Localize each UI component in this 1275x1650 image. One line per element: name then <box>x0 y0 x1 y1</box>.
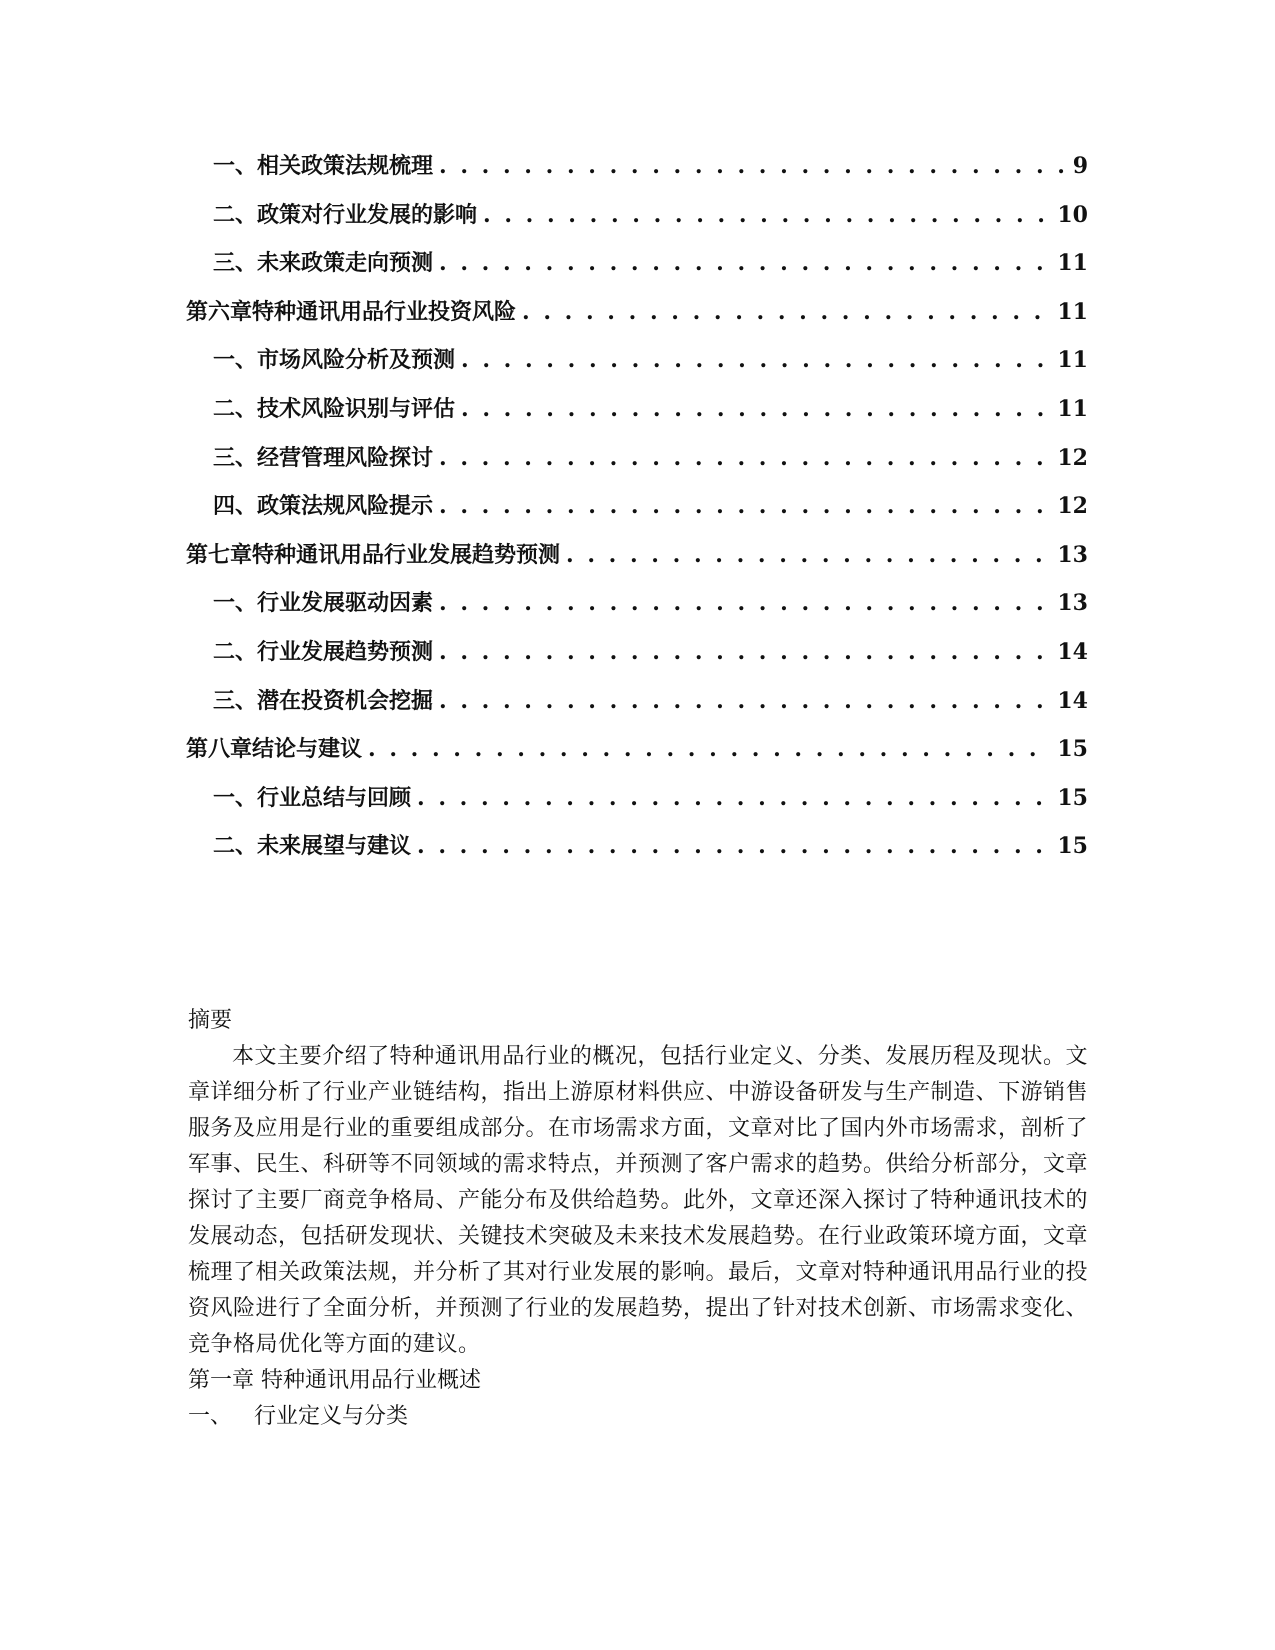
toc-entry-page-number: 15 <box>1057 833 1088 860</box>
toc-entry[interactable] <box>186 239 1088 288</box>
toc-dot-leader <box>461 336 1051 385</box>
toc-dot-leader <box>461 385 1051 434</box>
toc-entry[interactable] <box>186 579 1088 628</box>
toc-dot-leader <box>417 822 1051 871</box>
toc-entry-number: 一、 <box>213 153 258 179</box>
toc-entry-page-number: 13 <box>1057 590 1088 617</box>
toc-entry[interactable] <box>186 191 1088 240</box>
toc-entry[interactable] <box>186 288 1088 337</box>
chapter-number: 第一章 <box>188 1368 255 1393</box>
toc-entry-number: 三、 <box>213 687 258 714</box>
section-title: 行业定义与分类 <box>254 1404 409 1429</box>
toc-entry-page-number: 10 <box>1057 201 1088 228</box>
section-number: 一、 <box>188 1404 233 1429</box>
toc-entry-page-number: 12 <box>1057 493 1088 520</box>
toc-entry-title: 政策对行业发展的影响 <box>257 201 478 228</box>
toc-entry[interactable] <box>186 531 1088 580</box>
toc-entry-title: 政策法规风险提示 <box>257 493 434 520</box>
toc-dot-leader <box>439 239 1051 288</box>
section-heading <box>188 1399 1088 1435</box>
toc-entry-number: 三、 <box>213 250 258 277</box>
toc-entry-title: 特种通讯用品行业发展趋势预测 <box>252 541 561 568</box>
toc-entry-title: 行业发展趋势预测 <box>257 638 434 665</box>
toc-entry[interactable] <box>186 725 1088 774</box>
chapter-title: 特种通讯用品行业概述 <box>261 1368 482 1393</box>
toc-dot-leader <box>439 142 1067 191</box>
toc-entry-page-number: 11 <box>1057 250 1088 277</box>
toc-entry[interactable] <box>186 385 1088 434</box>
toc-entry[interactable] <box>186 336 1088 385</box>
toc-dot-leader <box>368 725 1051 774</box>
toc-entry-number: 一、 <box>213 784 258 811</box>
abstract-label: 摘要 <box>188 1008 233 1033</box>
toc-entry-title: 未来政策走向预测 <box>257 250 434 277</box>
toc-entry-title: 未来展望与建议 <box>257 833 412 860</box>
toc-entry-number: 第六章 <box>186 298 253 325</box>
toc-entry-page-number: 14 <box>1057 638 1088 665</box>
toc-entry-title: 潜在投资机会挖掘 <box>257 687 434 714</box>
toc-entry-number: 二、 <box>213 638 258 665</box>
toc-entry-number: 二、 <box>213 395 258 422</box>
toc-dot-leader <box>439 434 1051 483</box>
toc-entry[interactable] <box>186 628 1088 677</box>
toc-entry-page-number: 11 <box>1057 298 1088 325</box>
table-of-contents <box>186 142 1088 871</box>
toc-dot-leader <box>439 628 1051 677</box>
toc-entry[interactable] <box>186 482 1088 531</box>
toc-entry[interactable] <box>186 434 1088 483</box>
document-body <box>188 1003 1088 1435</box>
toc-entry-title: 相关政策法规梳理 <box>257 153 434 179</box>
abstract-paragraph: 本文主要介绍了特种通讯用品行业的概况，包括行业定义、分类、发展历程及现状。文章详细分析了行业产业链结构，指出上游原材料供应、中游设备研发与生产制造、下游销售服务及应用是行业的重要组成部分。在市场需求方面，文章对比了国内外市场需求，剖析了军事、民生、科研等不同领域的需求特点，并预测了客户需求的趋势。供给分析部分，文章探讨了主要厂商竞争格局、产能分布及供给趋势。此外，文章还深入探讨了特种通讯技术的发展动态，包括研发现状、关键技术突破及未来技术发展趋势。在行业政策环境方面，文章梳理了相关政策法规，并分析了其对行业发展的影响。最后，文章对特种通讯用品行业的投资风险进行了全面分析，并预测了行业的发展趋势，提出了针对技术创新、市场需求变化、竞争格局优化等方面的建议。 <box>188 1044 1089 1357</box>
toc-entry-number: 第八章 <box>186 736 253 763</box>
toc-entry-page-number: 13 <box>1057 541 1088 568</box>
toc-entry[interactable] <box>186 142 1088 191</box>
toc-entry-number: 四、 <box>213 493 258 520</box>
toc-dot-leader <box>439 482 1051 531</box>
toc-entry-page-number: 15 <box>1057 736 1088 763</box>
toc-entry-title: 特种通讯用品行业投资风险 <box>252 298 517 325</box>
toc-entry-page-number: 14 <box>1057 687 1088 714</box>
toc-dot-leader <box>439 579 1051 628</box>
toc-entry-number: 二、 <box>213 833 258 860</box>
toc-entry-page-number: 9 <box>1072 153 1088 179</box>
toc-dot-leader <box>483 191 1051 240</box>
toc-entry-number: 第七章 <box>186 541 253 568</box>
toc-entry-page-number: 11 <box>1057 347 1088 374</box>
toc-entry-number: 一、 <box>213 590 258 617</box>
toc-entry-title: 市场风险分析及预测 <box>257 347 456 374</box>
toc-entry-title: 行业总结与回顾 <box>257 784 412 811</box>
toc-entry-page-number: 12 <box>1057 444 1088 471</box>
toc-entry-title: 技术风险识别与评估 <box>257 395 456 422</box>
toc-entry-number: 二、 <box>213 201 258 228</box>
toc-entry[interactable] <box>186 677 1088 726</box>
toc-dot-leader <box>417 774 1051 823</box>
toc-entry-title: 行业发展驱动因素 <box>257 590 434 617</box>
toc-entry-title: 结论与建议 <box>252 736 363 763</box>
toc-entry-number: 三、 <box>213 444 258 471</box>
toc-dot-leader <box>566 531 1051 580</box>
toc-entry[interactable] <box>186 774 1088 823</box>
chapter-heading <box>188 1363 1088 1399</box>
toc-entry-number: 一、 <box>213 347 258 374</box>
toc-entry-page-number: 15 <box>1057 784 1088 811</box>
toc-entry-title: 经营管理风险探讨 <box>257 444 434 471</box>
toc-entry-page-number: 11 <box>1057 395 1088 422</box>
toc-dot-leader <box>439 677 1051 726</box>
toc-entry[interactable] <box>186 822 1088 871</box>
toc-dot-leader <box>522 288 1051 337</box>
